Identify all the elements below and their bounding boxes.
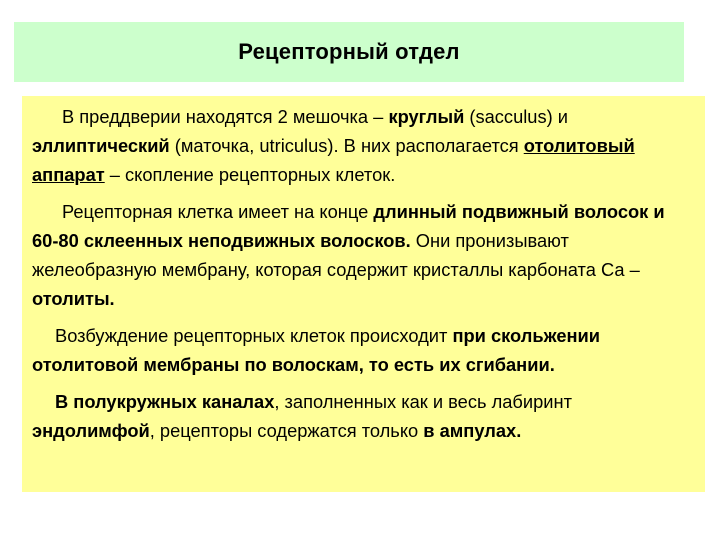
text-run-bold: эндолимфой: [32, 420, 150, 441]
text-run: В преддверии находятся 2 мешочка –: [62, 106, 389, 127]
text-run-bold: В полукружных каналах: [55, 391, 275, 412]
text-run: Рецепторная клетка имеет на конце: [62, 201, 374, 222]
paragraph-receptor-cell: [32, 197, 695, 313]
text-run-bold-underline: отолитовый аппарат: [32, 135, 635, 185]
text-run-bold: отолиты.: [32, 288, 115, 309]
text-run: – скопление рецепторных клеток.: [104, 164, 396, 185]
text-run-bold: в ампулах.: [423, 420, 522, 441]
text-run: , заполненных как и весь лабиринт: [274, 391, 572, 412]
paragraph-excitation: [32, 321, 695, 379]
text-run-bold: эллиптический: [32, 135, 170, 156]
title-banner: [14, 22, 684, 82]
text-run: (маточка, utriculus). В них располагается: [169, 135, 524, 156]
text-run-bold: круглый: [388, 106, 465, 127]
text-run: , рецепторы содержатся только: [149, 420, 424, 441]
paragraph-vestibule: [32, 102, 695, 189]
text-run: Возбуждение рецепторных клеток происходит: [55, 325, 453, 346]
slide-title: Рецепторный отдел: [238, 39, 460, 64]
text-run: (sacculus) и: [464, 106, 568, 127]
text-run-bold: длинный подвижный волосок и 60-80 склеенных неподвижных волосков.: [32, 201, 665, 251]
text-run-bold: при скольжении отолитовой мембраны по волоскам, то есть их сгибании.: [32, 325, 601, 375]
content-panel: [22, 96, 705, 492]
text-run: Они пронизывают желеобразную мембрану, которая содержит кристаллы карбоната Са –: [32, 230, 640, 280]
paragraph-semicircular-canals: [32, 387, 695, 445]
